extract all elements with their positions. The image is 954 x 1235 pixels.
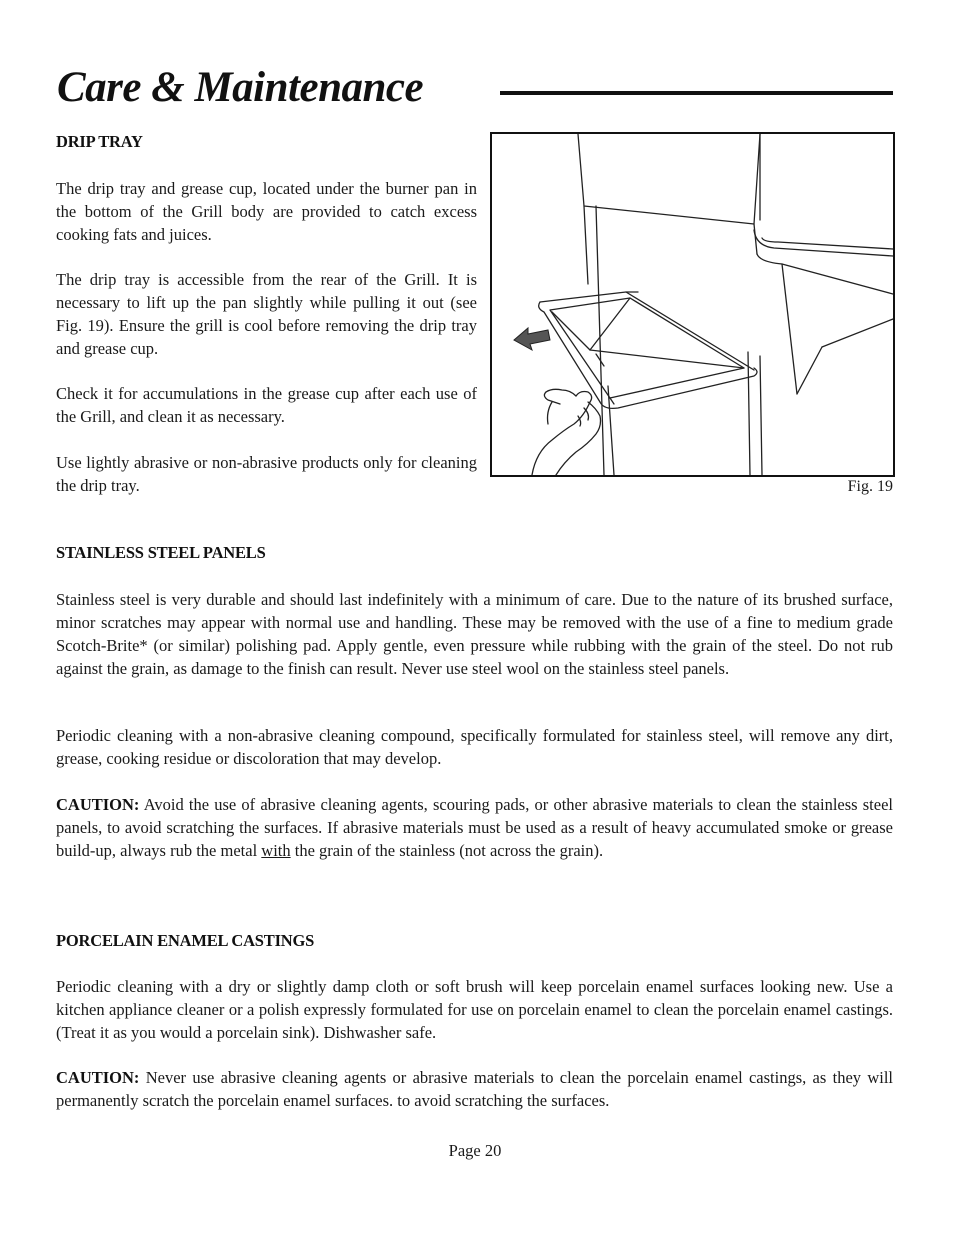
stainless-paragraph-1: Stainless steel is very durable and should last indefinitely with a minimum of care. Due to the nature of its brushed surface, minor scratches may appear with normal use and handling. These may be removed with the use of a fine to medium grade Scotch-Brite* (or similar) polishing pad. Apply gentle, even pressure while rubbing with the grain of the steel. Do not rub against the grain, as damage to the finish can result. Never use steel wool on the stainless steel panels. xyxy=(56,590,893,678)
caution-text: Never use abrasive cleaning agents or abrasive materials to clean the porcelain enamel castings, as they will permanently scratch the porcelain enamel surfaces. to avoid scratching the surfaces. xyxy=(56,1068,893,1110)
caution-text-a: Avoid the use of abrasive cleaning agents, scouring pads, or other abrasive materials to clean the stainless steel panels, to avoid scratching the surfaces. If abrasive materials must be used as a result of heavy accumulated smoke or grease build-up, always rub the metal xyxy=(56,795,893,860)
figure-19 xyxy=(490,132,895,477)
drip-tray-paragraph-2: The drip tray is accessible from the rear of the Grill. It is necessary to lift up the pan slightly while pulling it out (see Fig. 19). Ensure the grill is cool before removing the drip tray and grease cup. xyxy=(56,270,477,358)
porcelain-heading: PORCELAIN ENAMEL CASTINGS xyxy=(56,931,315,950)
porcelain-caution xyxy=(56,1066,893,1112)
caution-label: CAUTION: xyxy=(56,795,140,814)
figure-caption: Fig. 19 xyxy=(847,478,893,495)
caution-underlined-word: with xyxy=(261,841,291,860)
stainless-caution xyxy=(56,793,893,862)
caution-label: CAUTION: xyxy=(56,1068,140,1087)
caution-text-b: the grain of the stainless (not across the grain). xyxy=(290,841,604,860)
stainless-paragraph-2: Periodic cleaning with a non-abrasive cleaning compound, specifically formulated for stainless steel, will remove any dirt, grease, cooking residue or discoloration that may develop. xyxy=(56,726,893,768)
drip-tray-paragraph-4: Use lightly abrasive or non-abrasive products only for cleaning the drip tray. xyxy=(56,453,477,495)
stainless-heading: STAINLESS STEEL PANELS xyxy=(56,543,266,562)
drip-tray-paragraph-3: Check it for accumulations in the grease cup after each use of the Grill, and clean it as necessary. xyxy=(56,384,477,426)
hand-pulling-drip-tray-illustration xyxy=(492,134,893,475)
porcelain-paragraph-1: Periodic cleaning with a dry or slightly damp cloth or soft brush will keep porcelain enamel surfaces looking new. Use a kitchen appliance cleaner or a polish expressly formulated for use on porcelain enamel to clean the porcelain enamel castings. (Treat it as you would a porcelain sink). Dishwasher safe. xyxy=(56,977,893,1042)
drip-tray-paragraph-1: The drip tray and grease cup, located under the burner pan in the bottom of the Grill body are provided to catch excess cooking fats and juices. xyxy=(56,179,477,244)
page-title: Care & Maintenance xyxy=(57,64,424,111)
drip-tray-heading: DRIP TRAY xyxy=(56,132,143,151)
page-number: Page 20 xyxy=(448,1141,502,1160)
title-rule xyxy=(500,91,893,95)
